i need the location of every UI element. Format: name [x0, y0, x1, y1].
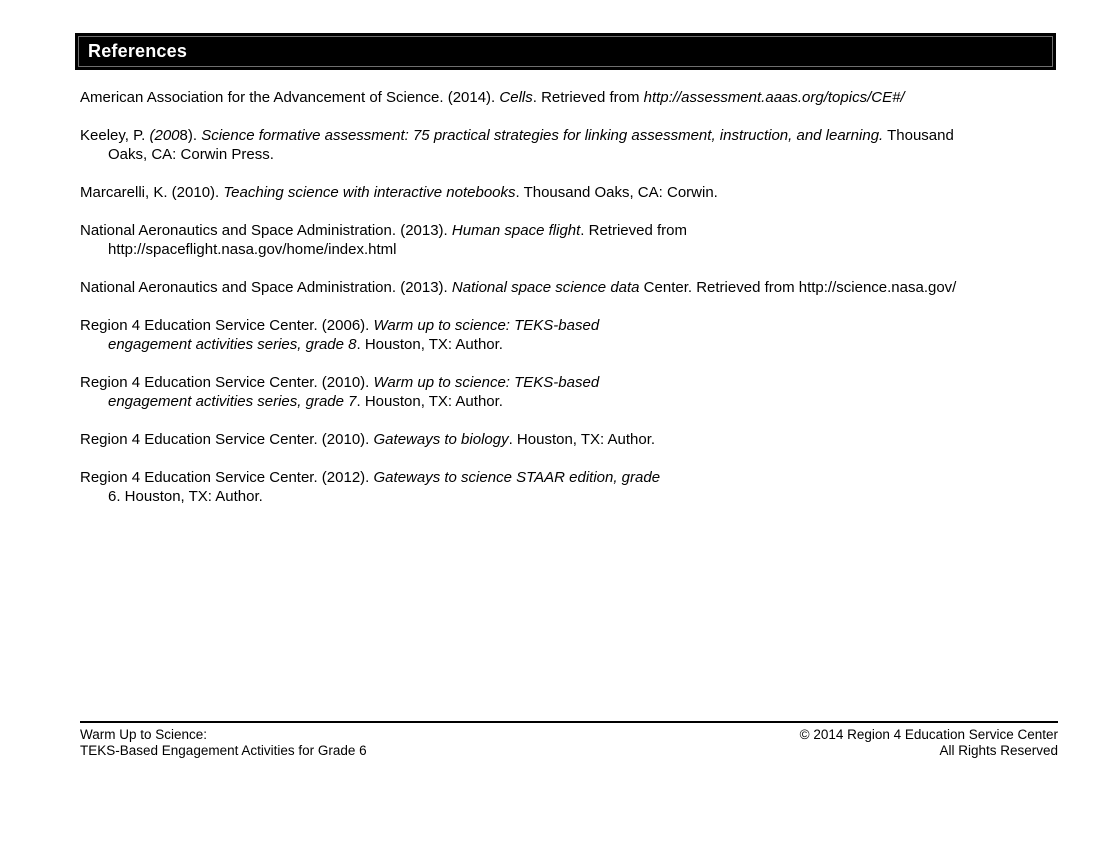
reference-run: . Retrieved from: [580, 222, 687, 239]
reference-run-italic: Gateways to science STAAR edition, grade: [373, 469, 661, 486]
reference-entry: [80, 183, 1082, 202]
reference-run: Keeley, P.: [80, 127, 150, 144]
reference-run-italic: Human space flight: [451, 222, 581, 239]
reference-run-italic: Cells: [499, 89, 533, 106]
reference-run: National Aeronautics and Space Administration. (2013).: [80, 222, 452, 239]
reference-run: American Association for the Advancement of Science. (2014).: [80, 89, 500, 106]
reference-entry: [80, 316, 1082, 354]
reference-entry: [80, 468, 1082, 506]
reference-entry: [80, 373, 1082, 411]
reference-run: . Houston, TX: Author.: [356, 336, 503, 353]
reference-run-italic: Science formative assessment: 75 practical strategies for linking assessment, instruction, and learning.: [201, 127, 884, 144]
reference-run-italic: Warm up to science: TEKS-based: [373, 374, 600, 391]
footer-divider: [80, 721, 1058, 723]
reference-run-italic: Gateways to biology: [373, 431, 509, 448]
reference-run: Region 4 Education Service Center. (2010).: [80, 374, 374, 391]
reference-run-italic: engagement activities series, grade 8: [108, 336, 357, 353]
reference-run-italic: http://assessment.aaas.org/topics/CE#/: [643, 89, 905, 106]
reference-run: Region 4 Education Service Center. (2012).: [80, 469, 374, 486]
reference-entry: [80, 88, 1082, 107]
reference-run: Region 4 Education Service Center. (2010).: [80, 431, 374, 448]
reference-run: . Thousand Oaks, CA: Corwin.: [515, 184, 718, 201]
reference-run: http://spaceflight.nasa.gov/home/index.html: [108, 241, 397, 258]
reference-run: . Houston, TX: Author.: [356, 393, 503, 410]
reference-run: 8).: [179, 127, 202, 144]
reference-run-italic: Warm up to science: TEKS-based: [373, 317, 600, 334]
reference-run: Oaks, CA: Corwin Press.: [108, 146, 274, 163]
reference-run: . Retrieved from: [532, 89, 644, 106]
section-header-bar: [75, 33, 1056, 70]
reference-run: Thousand: [883, 127, 954, 144]
reference-run-italic: National space science data: [451, 279, 640, 296]
footer-rights-reserved: All Rights Reserved: [939, 743, 1058, 758]
footer-doc-title: Warm Up to Science:: [80, 727, 208, 742]
reference-run: Region 4 Education Service Center. (2006).: [80, 317, 374, 334]
reference-entry: [80, 126, 1082, 164]
reference-run: . Houston, TX: Author.: [508, 431, 656, 448]
reference-run: Center. Retrieved from http://science.nasa.gov/: [639, 279, 957, 296]
reference-run-italic: Teaching science with interactive notebooks: [223, 184, 516, 201]
reference-entry: [80, 278, 1082, 297]
reference-run-italic: (200: [149, 127, 180, 144]
footer-row: [80, 727, 1058, 759]
footer-right-block: [800, 727, 1058, 759]
reference-run-italic: engagement activities series, grade 7: [108, 393, 357, 410]
reference-run: National Aeronautics and Space Administration. (2013).: [80, 279, 452, 296]
footer-left-block: [80, 727, 367, 759]
footer-copyright: © 2014 Region 4 Education Service Center: [799, 727, 1058, 742]
section-title: References: [88, 41, 188, 61]
reference-run: 6. Houston, TX: Author.: [108, 488, 263, 505]
reference-run: Marcarelli, K. (2010).: [80, 184, 224, 201]
footer-doc-subtitle: TEKS-Based Engagement Activities for Grade 6: [80, 743, 367, 758]
reference-entry: [80, 430, 1082, 449]
reference-entry: [80, 221, 1082, 259]
section-header-inner-border: [78, 36, 1053, 67]
page-footer: [80, 721, 1058, 759]
references-list: [80, 88, 1082, 525]
